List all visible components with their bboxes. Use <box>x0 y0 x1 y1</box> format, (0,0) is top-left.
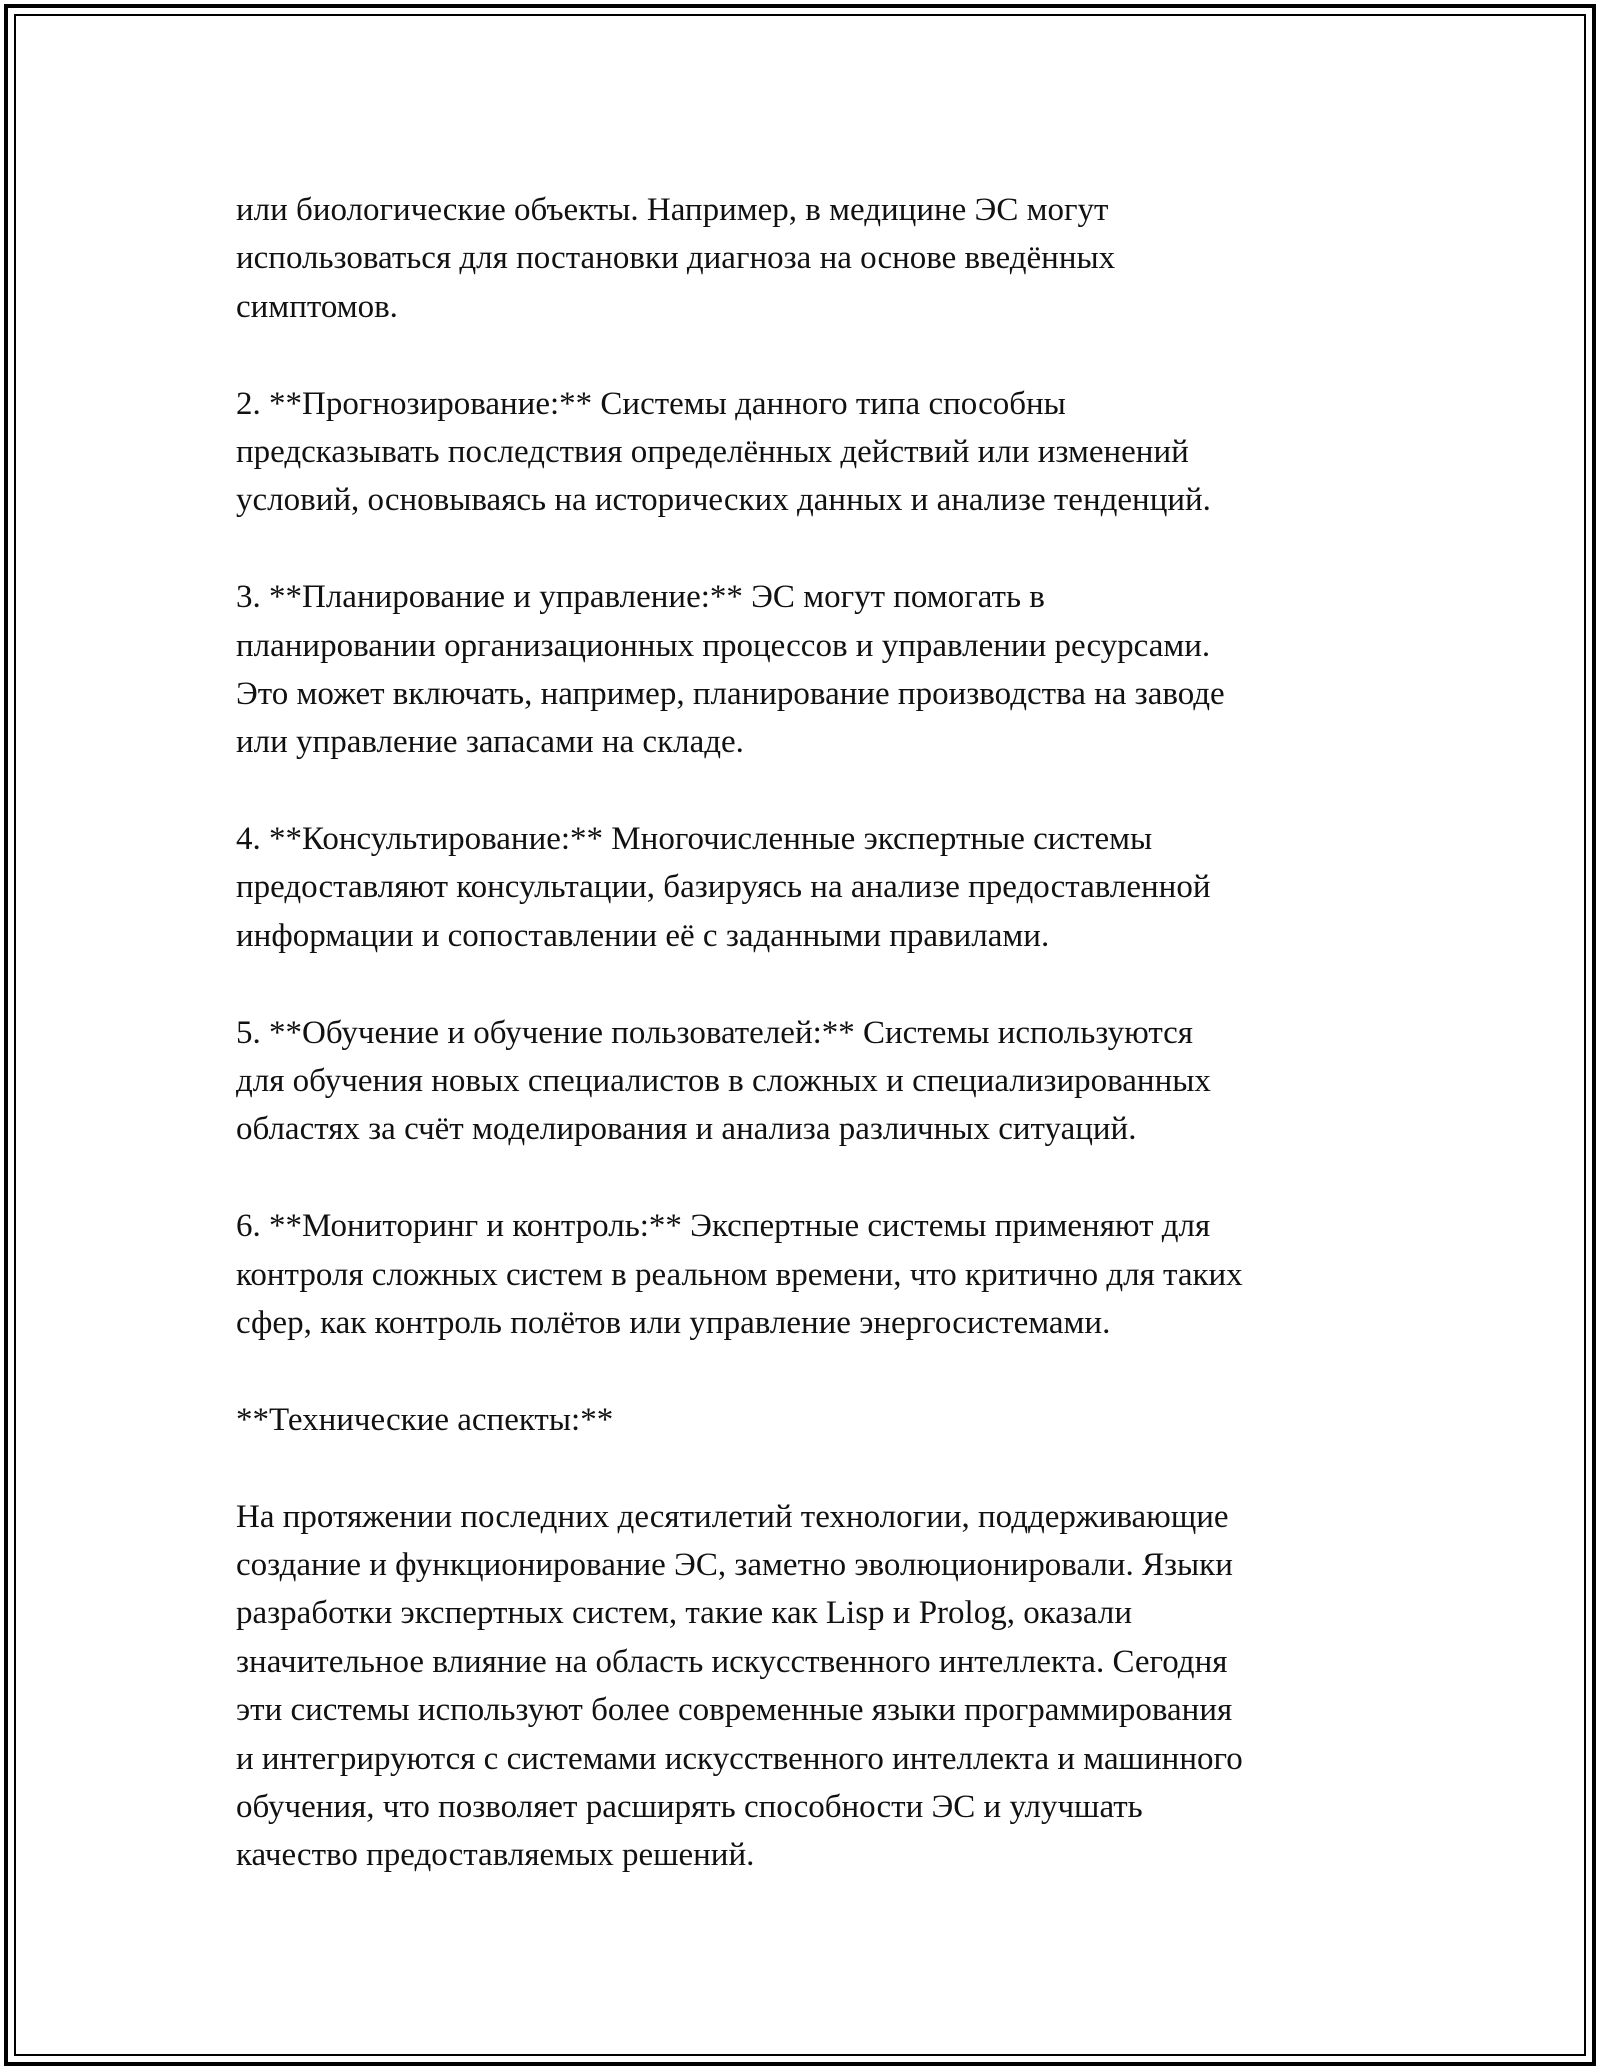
paragraph-planning <box>236 573 1416 767</box>
text-line: 5. **Обучение и обучение пользователей:** Системы используются <box>236 1014 1193 1051</box>
paragraph-forecasting <box>236 380 1416 525</box>
text-line: или биологические объекты. Например, в медицине ЭС могут <box>236 192 1109 228</box>
text-line: использоваться для постановки диагноза на основе введённых <box>236 240 1116 277</box>
text-line: или управление запасами на складе. <box>236 724 744 761</box>
text-line: 2. **Прогнозирование:** Системы данного типа способны <box>236 385 1066 422</box>
text-line: симптомов. <box>236 288 398 325</box>
text-line: 4. **Консультирование:** Многочисленные экспертные системы <box>236 821 1153 858</box>
paragraph-intro-continuation <box>236 186 1416 331</box>
text-line: качество предоставляемых решений. <box>236 1837 755 1874</box>
text-line: обучения, что позволяет расширять способности ЭС и улучшать <box>236 1788 1143 1825</box>
heading-text: **Технические аспекты:** <box>236 1401 614 1438</box>
text-line: предоставляют консультации, базируясь на анализе предоставленной <box>236 869 1211 906</box>
text-line: условий, основываясь на исторических данных и анализе тенденций. <box>236 482 1211 519</box>
text-line: предсказывать последствия определённых действий или изменений <box>236 433 1189 470</box>
text-line: информации и сопоставлении её с заданными правилами. <box>236 917 1050 954</box>
section-heading-technical-aspects <box>236 1396 1416 1444</box>
text-line: 6. **Мониторинг и контроль:** Экспертные системы применяют для <box>236 1208 1211 1245</box>
text-line: и интегрируются с системами искусственного интеллекта и машинного <box>236 1740 1243 1777</box>
text-line: На протяжении последних десятилетий технологии, поддерживающие <box>236 1498 1229 1535</box>
text-line: 3. **Планирование и управление:** ЭС могут помогать в <box>236 579 1045 616</box>
paragraph-consulting <box>236 815 1416 960</box>
paragraph-technical <box>236 1493 1416 1880</box>
text-line: разработки экспертных систем, такие как Lisp и Prolog, оказали <box>236 1595 1132 1632</box>
text-line: областях за счёт моделирования и анализа различных ситуаций. <box>236 1111 1137 1148</box>
paragraph-training <box>236 1009 1416 1154</box>
document-body <box>236 186 1416 1928</box>
text-line: Это может включать, например, планирование производства на заводе <box>236 675 1225 712</box>
paragraph-monitoring <box>236 1202 1416 1347</box>
text-line: сфер, как контроль полётов или управление энергосистемами. <box>236 1304 1111 1341</box>
text-line: создание и функционирование ЭС, заметно эволюционировали. Языки <box>236 1546 1233 1583</box>
text-line: планировании организационных процессов и управлении ресурсами. <box>236 627 1211 664</box>
text-line: значительное влияние на область искусственного интеллекта. Сегодня <box>236 1643 1228 1680</box>
text-line: для обучения новых специалистов в сложных и специализированных <box>236 1063 1211 1100</box>
text-line: эти системы используют более современные языки программирования <box>236 1692 1233 1729</box>
text-line: контроля сложных систем в реальном времени, что критично для таких <box>236 1256 1243 1293</box>
